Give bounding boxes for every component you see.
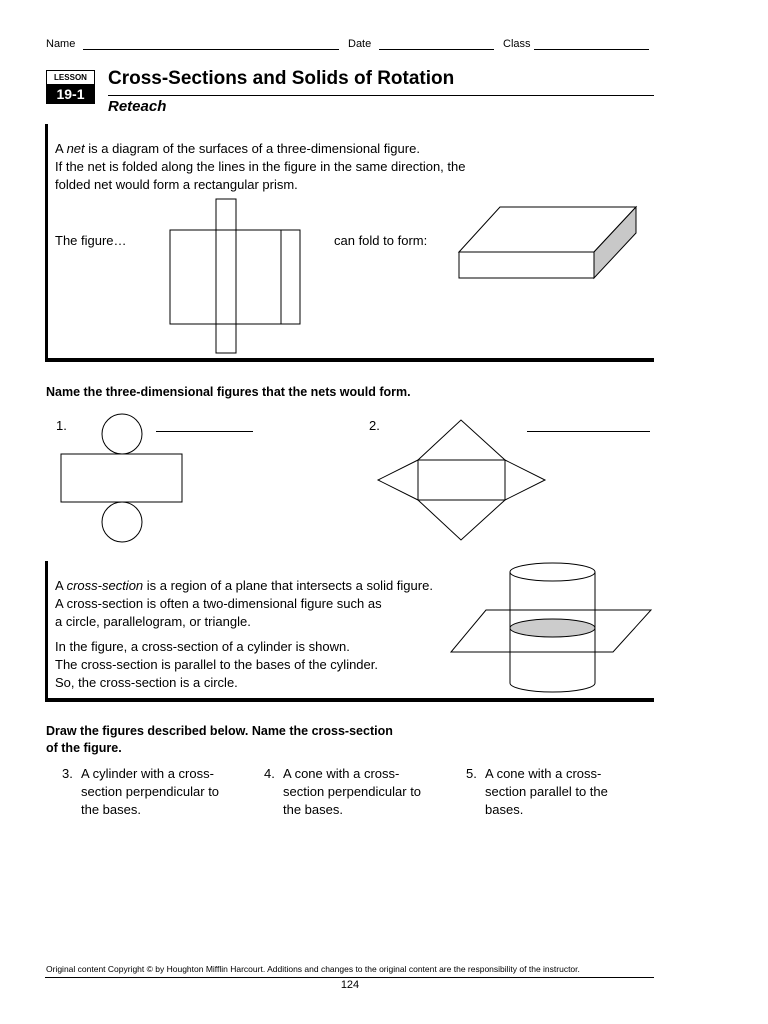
date-label: Date (348, 38, 372, 50)
exercise-3-text: A cylinder with a cross- section perpendicular to the bases. (81, 766, 220, 817)
net-prism-text: folded net would form a rectangular prism. (55, 177, 298, 192)
exercise-4-number: 4. (264, 766, 275, 781)
figure-label: The figure… (55, 233, 127, 248)
draw-instruction-2: of the figure. (46, 741, 122, 755)
item-2-number: 2. (369, 418, 380, 433)
circle-cross-section (510, 619, 595, 637)
exercise-5-number: 5. (466, 766, 477, 781)
item-1-number: 1. (56, 418, 67, 433)
cross-section-definition: A cross-section is a region of a plane that intersects a solid figure. (55, 578, 433, 593)
nets-instruction: Name the three-dimensional figures that the nets would form. (46, 385, 411, 399)
cross-section-text-3: a circle, parallelogram, or triangle. (55, 614, 251, 629)
net-term: net (66, 141, 85, 156)
fold-label: can fold to form: (334, 233, 428, 248)
cylinder-bottom-base (510, 683, 595, 692)
exercise-4-text: A cone with a cross- section perpendicular to the bases. (283, 766, 422, 817)
cylinder-top-base (510, 563, 595, 581)
page-title: Cross-Sections and Solids of Rotation (108, 68, 455, 89)
lesson-number: 19-1 (46, 85, 95, 104)
name-label: Name (46, 38, 76, 50)
net-fold-text: If the net is folded along the lines in the figure in the same direction, the (55, 159, 466, 174)
cross-section-text-5: The cross-section is parallel to the bases of the cylinder. (55, 657, 378, 672)
net-definition: A net is a diagram of the surfaces of a three-dimensional figure. (55, 141, 420, 156)
footer-divider (45, 977, 654, 978)
class-label: Class (503, 38, 531, 50)
lesson-label: LESSON (46, 70, 95, 85)
exercise-5-text: A cone with a cross- section parallel to the bases. (485, 766, 608, 817)
draw-instruction-1: Draw the figures described below. Name the cross-section (46, 724, 393, 738)
exercise-3-number: 3. (62, 766, 73, 781)
cross-section-text-4: In the figure, a cross-section of a cylinder is shown. (55, 639, 350, 654)
page-subtitle: Reteach (108, 98, 167, 115)
cross-section-text-2: A cross-section is often a two-dimensional figure such as (55, 596, 382, 611)
copyright-footer: Original content Copyright © by Houghton Mifflin Harcourt. Additions and changes to the original content are the responsibility of the instructor. (46, 964, 580, 974)
page-number: 124 (340, 979, 360, 991)
cross-section-text-6: So, the cross-section is a circle. (55, 675, 238, 690)
cross-section-term: cross-section (66, 578, 144, 593)
